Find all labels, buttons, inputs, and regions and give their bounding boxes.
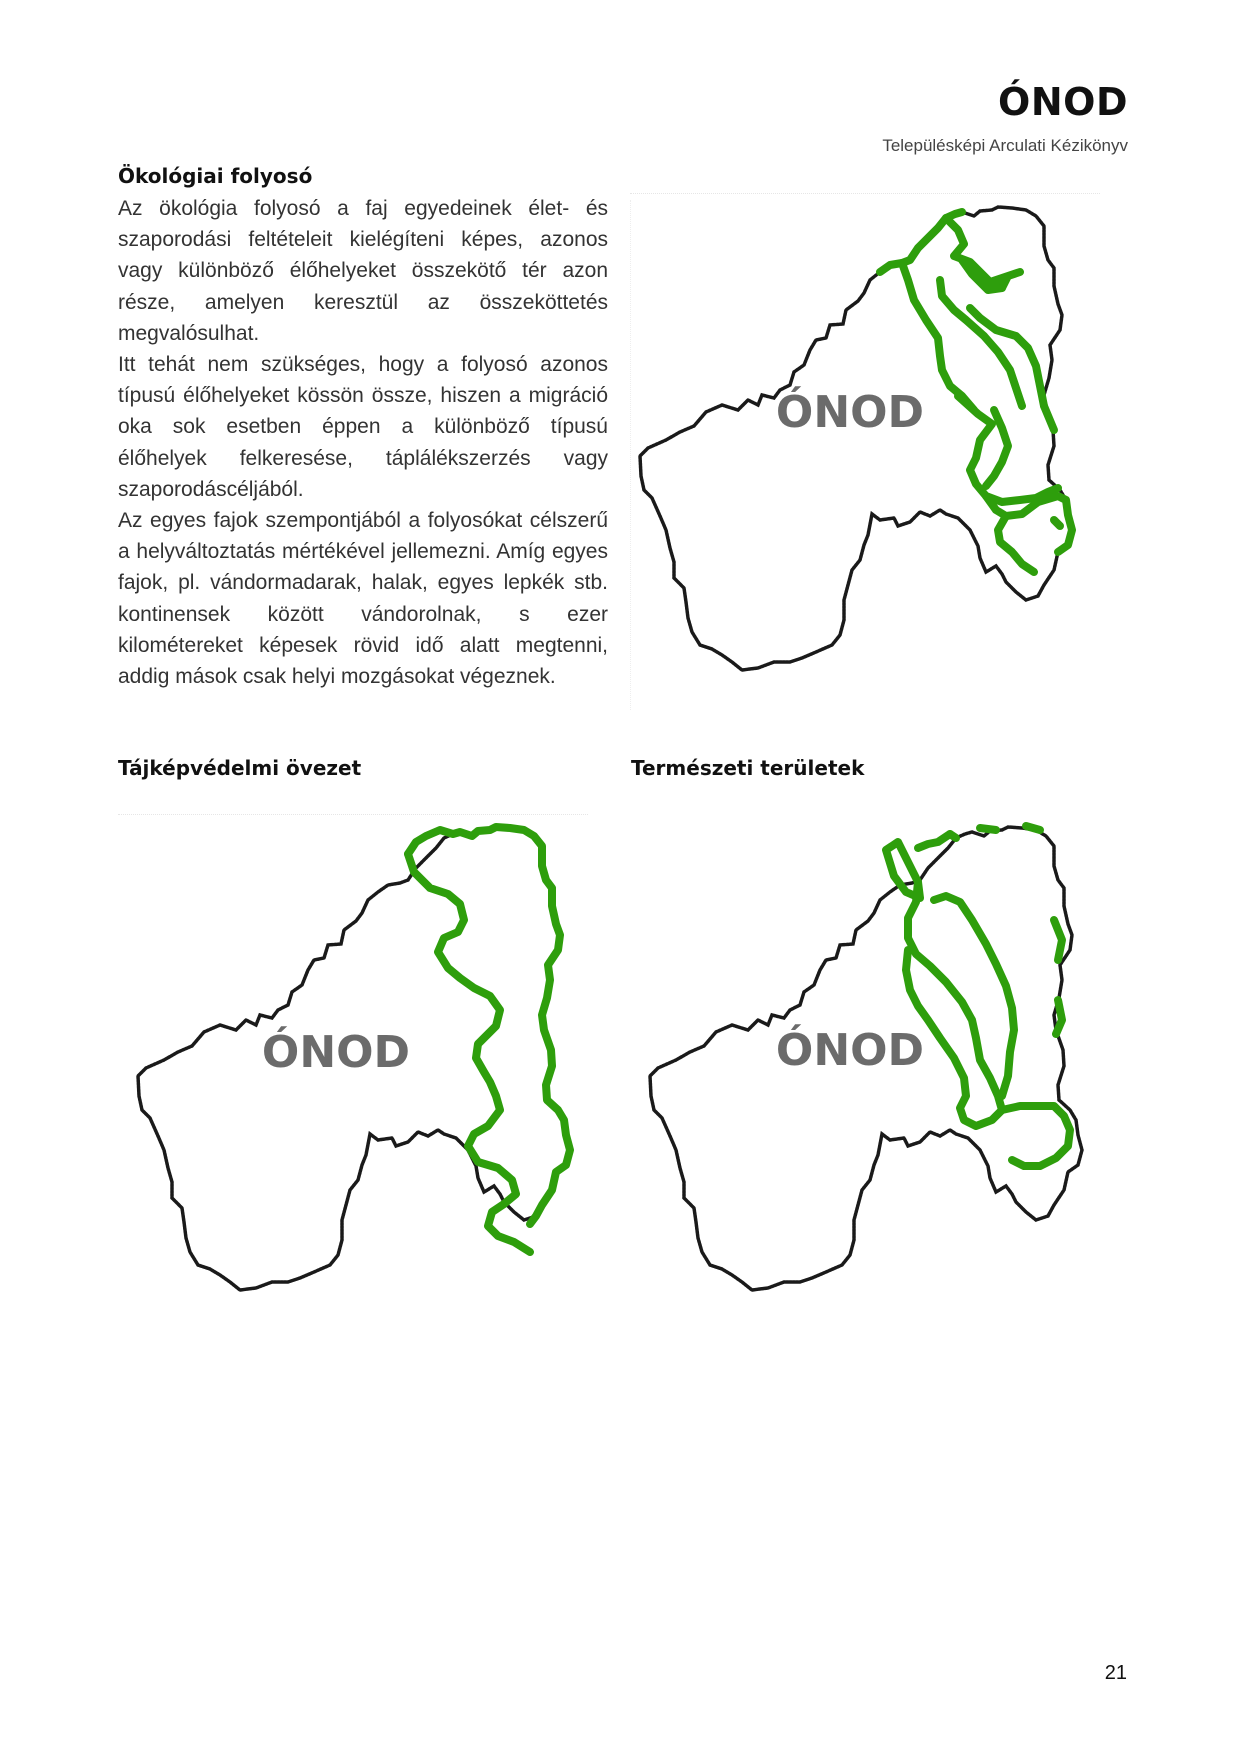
document-title: ÓNOD bbox=[998, 80, 1128, 124]
map-label: ÓNOD bbox=[775, 1025, 925, 1076]
section-heading-natural-areas: Természeti területek bbox=[631, 756, 865, 780]
ecological-corridor-text bbox=[118, 193, 608, 692]
map-natural-areas bbox=[650, 820, 1110, 1320]
paragraph: Az ökológia folyosó a faj egyedeinek élet- és szaporodási feltételeit kielégíteni képes, azonos vagy különböző élőhelyeket összekötő tér azon része, amelyen keresztül az összeköttetés megvalósulhat. bbox=[118, 197, 608, 345]
paragraph: Itt tehát nem szükséges, hogy a folyosó azonos típusú élőhelyeket kössön össze, hiszen a migráció oka sok esetben éppen a különböző típusú élőhelyek felkeresése, táplálékszerzés vagy szaporodáscéljából. bbox=[118, 353, 608, 501]
section-heading-ecological-corridor: Ökológiai folyosó bbox=[118, 164, 313, 188]
map-ecological-corridor bbox=[640, 200, 1100, 700]
document-subtitle: Településképi Arculati Kézikönyv bbox=[882, 136, 1128, 155]
map-label: ÓNOD bbox=[261, 1027, 411, 1078]
map-landscape-protection bbox=[138, 820, 598, 1320]
map-label: ÓNOD bbox=[775, 387, 925, 438]
map-frame-line bbox=[118, 814, 588, 815]
page-number: 21 bbox=[1104, 1662, 1127, 1684]
natural-area-overlay bbox=[886, 826, 1070, 1166]
map-frame-line bbox=[630, 193, 1100, 194]
section-heading-landscape-protection: Tájképvédelmi övezet bbox=[118, 756, 362, 780]
paragraph: Az egyes fajok szempontjából a folyosókat célszerű a helyváltoztatás mértékével jellemezni. Amíg egyes fajok, pl. vándormadarak, halak, egyes lepkék stb. kontinensek között vándorolnak, s ezer kilométereket képesek rövid idő alatt megtenni, addig mások csak helyi mozgásokat végeznek. bbox=[118, 509, 608, 689]
map-frame-line bbox=[630, 200, 632, 710]
